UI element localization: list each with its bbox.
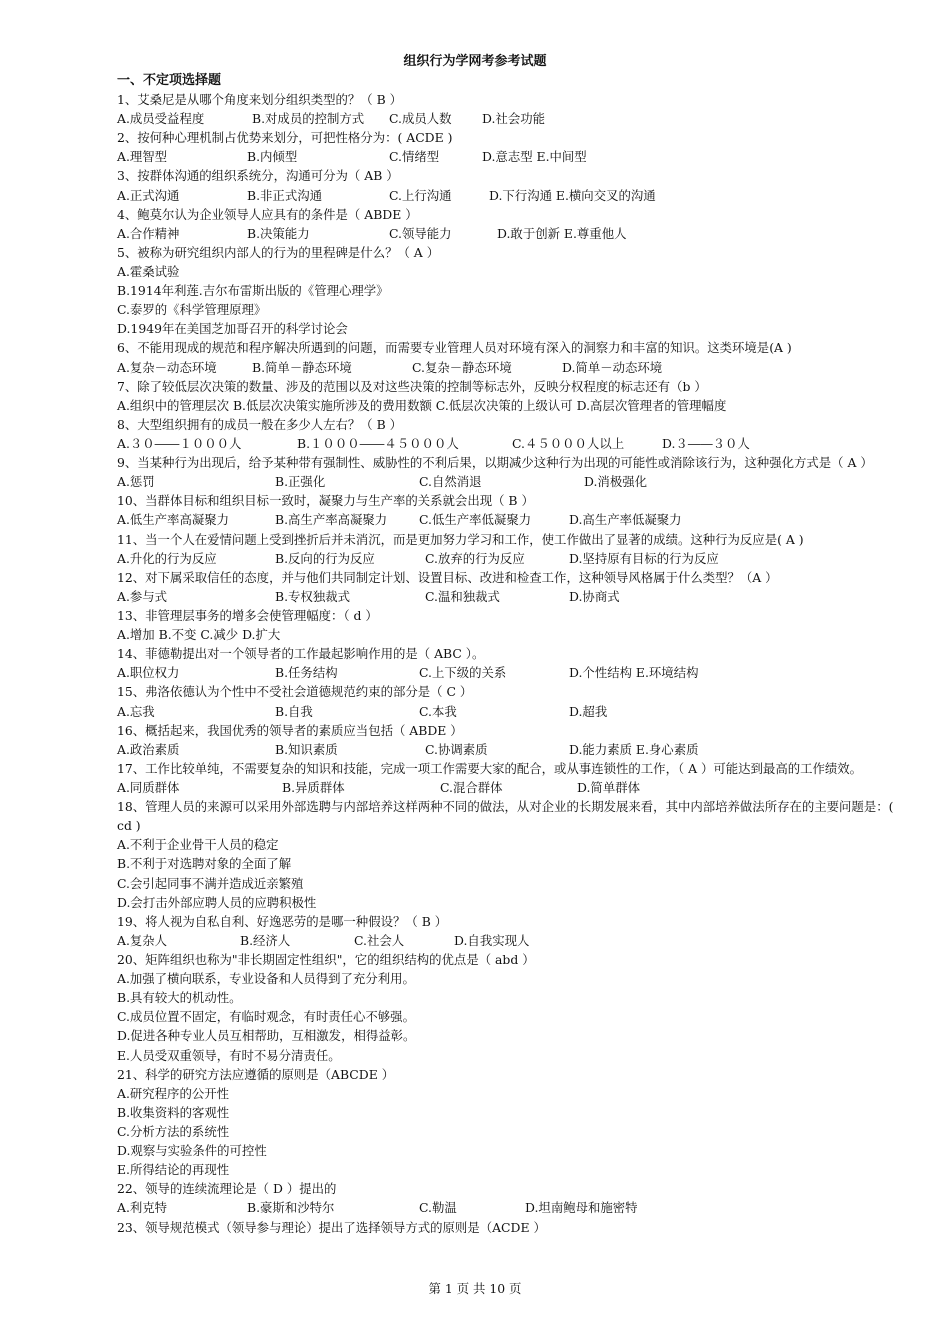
answer-options-3: A.正式沟通 B.非正式沟通 C.上行沟通 D.下行沟通 E.横向交叉的沟通 bbox=[117, 187, 656, 203]
section-heading: 一、不定项选择题 bbox=[117, 73, 222, 88]
question-4: 4、鲍莫尔认为企业领导人应具有的条件是（ ABDE ） bbox=[117, 206, 418, 222]
question-5: 5、被称为研究组织内部人的行为的里程碑是什么？（ A ） bbox=[117, 244, 440, 260]
page-title: 组织行为学网考参考试题 bbox=[403, 54, 547, 69]
answer-options-7: A.组织中的管理层次 B.低层次决策实施所涉及的费用数额 C.低层次决策的上级认可 D.高层次管理者的管理幅度 bbox=[117, 397, 727, 413]
answer-option: A.不利于企业骨干人员的稳定 bbox=[117, 837, 279, 853]
answer-options-22: A.利克特 B.豪斯和沙特尔 C.勒温 D.坦南鲍母和施密特 bbox=[117, 1200, 638, 1216]
answer-option: C.成员位置不固定，有临时观念，有时责任心不够强。 bbox=[117, 1009, 415, 1025]
answer-option: D.会打击外部应聘人员的应聘积极性 bbox=[117, 894, 317, 910]
question-13: 13、非管理层事务的增多会使管理幅度：（ d ） bbox=[117, 607, 378, 623]
question-7: 7、除了较低层次决策的数量、涉及的范围以及对这些决策的控制等标志外，反映分权程度的标志还有（b ） bbox=[117, 378, 707, 394]
question-12: 12、对下属采取信任的态度，并与他们共同制定计划、设置目标、改进和检查工作，这种领导风格属于什么类型？（A ） bbox=[117, 569, 778, 585]
question-19: 19、将人视为自私自利、好逸恶劳的是哪一种假设？（ B ） bbox=[117, 913, 448, 929]
answer-option: B.1914年利莲.吉尔布雷斯出版的《管理心理学》 bbox=[117, 283, 389, 299]
answer-options-11: A.升化的行为反应 B.反向的行为反应 C.放弃的行为反应 D.坚持原有目标的行为反应 bbox=[117, 550, 719, 566]
answer-option: B.收集资料的客观性 bbox=[117, 1104, 230, 1120]
question-16: 16、概括起来，我国优秀的领导者的素质应当包括（ ABDE ） bbox=[117, 722, 463, 738]
question-14: 14、菲德勒提出对一个领导者的工作最起影响作用的是（ ABC ）。 bbox=[117, 646, 485, 662]
answer-options-19: A.复杂人 B.经济人 C.社会人 D.自我实现人 bbox=[117, 932, 530, 948]
page-footer: 第 1 页 共 10 页 bbox=[428, 1281, 522, 1296]
answer-options-4: A.合作精神 B.决策能力 C.领导能力 D.敢于创新 E.尊重他人 bbox=[117, 225, 627, 241]
question-20: 20、矩阵组织也称为"非长期固定性组织"，它的组织结构的优点是（ abd ） bbox=[117, 951, 535, 967]
question-3: 3、按群体沟通的组织系统分，沟通可分为（ AB ） bbox=[117, 168, 399, 184]
answer-option: A.加强了横向联系，专业设备和人员得到了充分利用。 bbox=[117, 971, 415, 987]
question-22: 22、领导的连续流理论是（ D ）提出的 bbox=[117, 1181, 337, 1197]
answer-options-6: A.复杂－动态环境 B.简单－静态环境 C.复杂－静态环境 D.简单－动态环境 bbox=[117, 359, 663, 375]
answer-options-12: A.参与式 B.专权独裁式 C.温和独裁式 D.协商式 bbox=[117, 588, 620, 604]
answer-options-17: A.同质群体 B.异质群体 C.混合群体 D.简单群体 bbox=[117, 779, 640, 795]
question-17: 17、工作比较单纯，不需要复杂的知识和技能，完成一项工作需要大家的配合，或从事连锁性的工作，（ A ）可能达到最高的工作绩效。 bbox=[117, 760, 863, 776]
question-1: 1、艾桑尼是从哪个角度来划分组织类型的？（ B ） bbox=[117, 92, 403, 107]
answer-option: C.会引起同事不满并造成近亲繁殖 bbox=[117, 875, 304, 891]
question-11: 11、当一个人在爱情问题上受到挫折后并未消沉，而是更加努力学习和工作，使工作做出了显著的成绩。这种行为反应是( A ) bbox=[117, 531, 804, 547]
answer-options-15: A.忘我 B.自我 C.本我 D.超我 bbox=[117, 703, 608, 719]
answer-option: D.促进各种专业人员互相帮助，互相激发，相得益彰。 bbox=[117, 1028, 416, 1044]
question-9: 9、当某种行为出现后，给予某种带有强制性、威胁性的不利后果，以期减少这种行为出现的可能性或消除该行为，这种强化方式是（ A ） bbox=[117, 455, 873, 471]
answer-option: D.观察与实验条件的可控性 bbox=[117, 1143, 267, 1159]
answer-option: D.1949年在美国芝加哥召开的科学讨论会 bbox=[117, 321, 348, 337]
question-6: 6、不能用现成的规范和程序解决所遇到的问题，而需要专业管理人员对环境有深入的洞察力和丰富的知识。这类环境是(A ) bbox=[117, 340, 792, 356]
answer-options-16: A.政治素质 B.知识素质 C.协调素质 D.能力素质 E.身心素质 bbox=[117, 741, 699, 757]
answer-option: E.人员受双重领导，有时不易分清责任。 bbox=[117, 1047, 341, 1063]
question-23: 23、领导规范模式（领导参与理论）提出了选择领导方式的原则是（ACDE ） bbox=[117, 1219, 546, 1235]
answer-options-10: A.低生产率高凝聚力 B.高生产率高凝聚力 C.低生产率低凝聚力 D.高生产率低凝聚力 bbox=[117, 512, 682, 528]
answer-options-9: A.惩罚 B.正强化 C.自然消退 D.消极强化 bbox=[117, 474, 647, 490]
question-10: 10、当群体目标和组织目标一致时，凝聚力与生产率的关系就会出现（ B ） bbox=[117, 493, 534, 509]
answer-options-1: A.成员受益程度 B.对成员的控制方式 C.成员人数 D.社会功能 bbox=[117, 111, 545, 127]
answer-options-14: A.职位权力 B.任务结构 C.上下级的关系 D.个性结构 E.环境结构 bbox=[117, 665, 699, 681]
answer-options-8: A.３０――１０００人 B.１０００――４５０００人 C.４５０００人以上 D.３――３０人 bbox=[117, 435, 750, 451]
answer-option: B.具有较大的机动性。 bbox=[117, 990, 242, 1006]
answer-option: A.研究程序的公开性 bbox=[117, 1085, 230, 1101]
answer-option: B.不利于对选聘对象的全面了解 bbox=[117, 856, 292, 872]
question-2: 2、按何种心理机制占优势来划分，可把性格分为：( ACDE ) bbox=[117, 130, 453, 146]
answer-option: E.所得结论的再现性 bbox=[117, 1162, 230, 1178]
question-15: 15、弗洛依德认为个性中不受社会道德规范约束的部分是（ C ） bbox=[117, 684, 473, 700]
answer-options-2: A.理智型 B.内倾型 C.情绪型 D.意志型 E.中间型 bbox=[117, 149, 587, 165]
answer-option: A.霍桑试验 bbox=[117, 263, 180, 279]
question-list bbox=[92, 90, 912, 1237]
question-18: 18、管理人员的来源可以采用外部选聘与内部培养这样两种不同的做法，从对企业的长期发展来看，其中内部培养做法所存在的主要问题是：( cd ) bbox=[117, 799, 894, 834]
question-8: 8、大型组织拥有的成员一般在多少人左右？（ B ） bbox=[117, 416, 403, 432]
answer-options-13: A.增加 B.不变 C.减少 D.扩大 bbox=[117, 627, 281, 643]
question-21: 21、科学的研究方法应遵循的原则是（ABCDE ） bbox=[117, 1066, 395, 1082]
answer-option: C.分析方法的系统性 bbox=[117, 1123, 230, 1139]
answer-option: C.泰罗的《科学管理原理》 bbox=[117, 302, 267, 318]
